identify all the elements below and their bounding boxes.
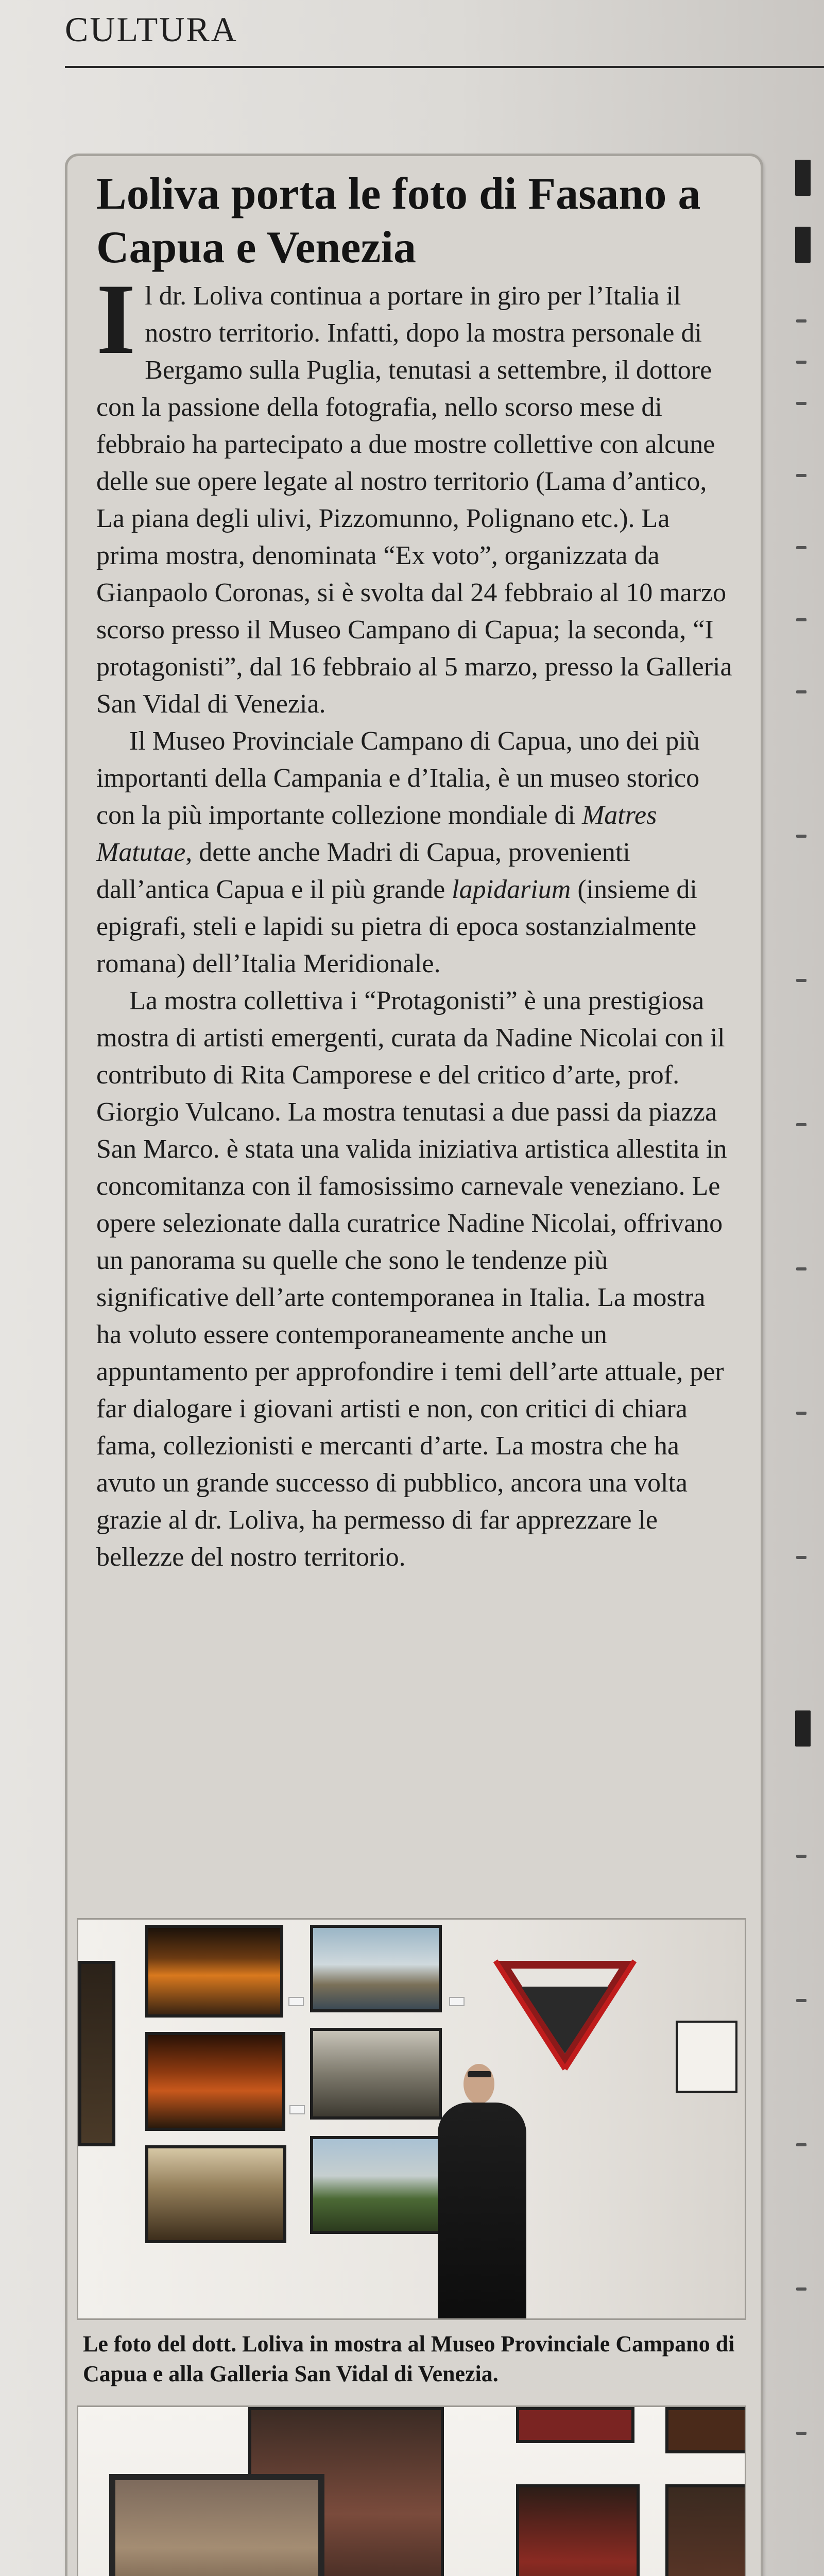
framed-portrait-man	[516, 2484, 640, 2576]
paragraph-1-text: l dr. Loliva continua a portare in giro per l’Italia il nostro territorio. Infatti, dopo la mostra personale di Bergamo sulla Puglia, tenutasi a settembre, il dottore con la passione della fotografia, nello scorso mese di febbraio ha partecipato a due mostre collettive con alcune delle sue opere legate al nostro territorio (Lama d’antico, La piana degli ulivi, Pizzomunno, Polignano etc.). La prima mostra, denominata “Ex voto”, organizzata da Gianpaolo Coronas, si è svolta dal 24 febbraio al 10 marzo scorso presso il Museo Campano di Capua; la seconda, “I protagonisti”, dal 16 febbraio al 5 marzo, presso la Galleria San Vidal di Venezia.	[96, 281, 732, 719]
paragraph-2-text-b: , dette anche Madri di Capua, provenienti dall’antica Capua e il più grande	[96, 838, 630, 904]
adjacent-text-fragment	[796, 2287, 806, 2291]
adjacent-text-fragment	[796, 618, 806, 621]
paragraph-2	[96, 723, 735, 982]
framed-photo-olives	[310, 2136, 442, 2234]
framed-photo-interior	[145, 2145, 286, 2243]
adjacent-letter	[795, 160, 811, 196]
adjacent-text-fragment	[796, 835, 806, 838]
framed-photo-coast	[310, 1925, 442, 2012]
adjacent-text-fragment	[796, 690, 806, 693]
italic-lapidarium: lapidarium	[452, 875, 571, 904]
header-rule	[65, 66, 824, 68]
drop-cap: I	[96, 263, 136, 375]
adjacent-text-fragment	[796, 1123, 806, 1126]
framed-photo-interior	[109, 2474, 324, 2576]
adjacent-text-fragment	[796, 546, 806, 549]
paragraph-2-text-c: (insieme di epigrafi, steli e lapidi su pietra di epoca sostanzialmente romana) dell’Italia Meridionale.	[96, 875, 697, 978]
adjacent-text-fragment	[796, 1855, 806, 1858]
article-body	[96, 263, 735, 1576]
paragraph-2-text-a: Il Museo Provinciale Campano di Capua, uno dei più importanti della Campania e d’Italia, è un museo storico con la più importante collezione mondiale di	[96, 726, 700, 830]
exhibition-photo-venezia	[77, 2405, 746, 2576]
label-tag	[289, 2105, 305, 2114]
adjacent-text-fragment	[796, 319, 806, 323]
adjacent-text-fragment	[796, 2143, 806, 2146]
person-head	[464, 2064, 494, 2104]
person-glasses	[468, 2071, 491, 2077]
label-tag	[288, 1997, 304, 2006]
adjacent-text-fragment	[796, 474, 806, 477]
adjacent-text-fragment	[796, 1999, 806, 2002]
paragraph-3: La mostra collettiva i “Protagonisti” è una prestigiosa mostra di artisti emergenti, curata da Nadine Nicolai con il contributo di Rita Camporese e del critico d’arte, prof. Giorgio Vulcano. La mostra tenutasi a due passi da piazza San Marco. è stata una valida iniziativa artistica allestita in concomitanza con il famosissimo carnevale veneziano. Le opere selezionate dalla curatrice Nadine Nicolai, offrivano un panorama su quelle che sono le tendenze più significative dell’arte contemporanea in Italia. La mostra ha voluto essere contemporaneamente anche un appuntamento per approfondire i temi dell’arte attuale, per far dialogare i giovani artisti e non, con critici di chiara fama, collezionisti e mercanti d’arte. La mostra che ha avuto un grande successo di pubblico, ancora una volta grazie al dr. Loliva, ha permesso di far apprezzare le bellezze del nostro territorio.	[96, 986, 727, 1572]
article-box	[65, 154, 763, 2576]
label-tag	[449, 1997, 465, 2006]
framed-photo-tree	[145, 2032, 285, 2131]
framed-painting-edge	[665, 2407, 746, 2453]
adjacent-letter	[795, 227, 811, 263]
adjacent-text-fragment	[796, 979, 806, 982]
italic-matres-matutae: Matres Matutae	[96, 801, 657, 867]
framed-drawing	[676, 2021, 737, 2093]
triangle-artwork	[490, 1956, 640, 2074]
adjacent-letter	[795, 1710, 811, 1747]
adjacent-text-fragment	[796, 1412, 806, 1415]
exhibition-photo-capua	[77, 1918, 746, 2320]
framed-painting-top	[516, 2407, 634, 2443]
adjacent-column-edge	[793, 155, 824, 2576]
adjacent-text-fragment	[796, 1556, 806, 1559]
adjacent-text-fragment	[796, 361, 806, 364]
framed-photo-sunset	[145, 1925, 283, 2018]
adjacent-text-fragment	[796, 2432, 806, 2435]
framed-portrait-edge	[665, 2484, 746, 2576]
photo-caption: Le foto del dott. Loliva in mostra al Museo Provinciale Campano di Capua e alla Galleria San Vidal di Venezia.	[83, 2331, 735, 2386]
framed-photo-edge	[78, 1961, 115, 2146]
person-body	[438, 2103, 526, 2320]
framed-photo-rock	[310, 2028, 442, 2120]
paragraph-1	[96, 263, 735, 723]
adjacent-text-fragment	[796, 1267, 806, 1270]
article-title: Loliva porta le foto di Fasano a Capua e Venezia	[96, 169, 701, 273]
section-header: CULTURA	[65, 10, 238, 49]
adjacent-text-fragment	[796, 402, 806, 405]
